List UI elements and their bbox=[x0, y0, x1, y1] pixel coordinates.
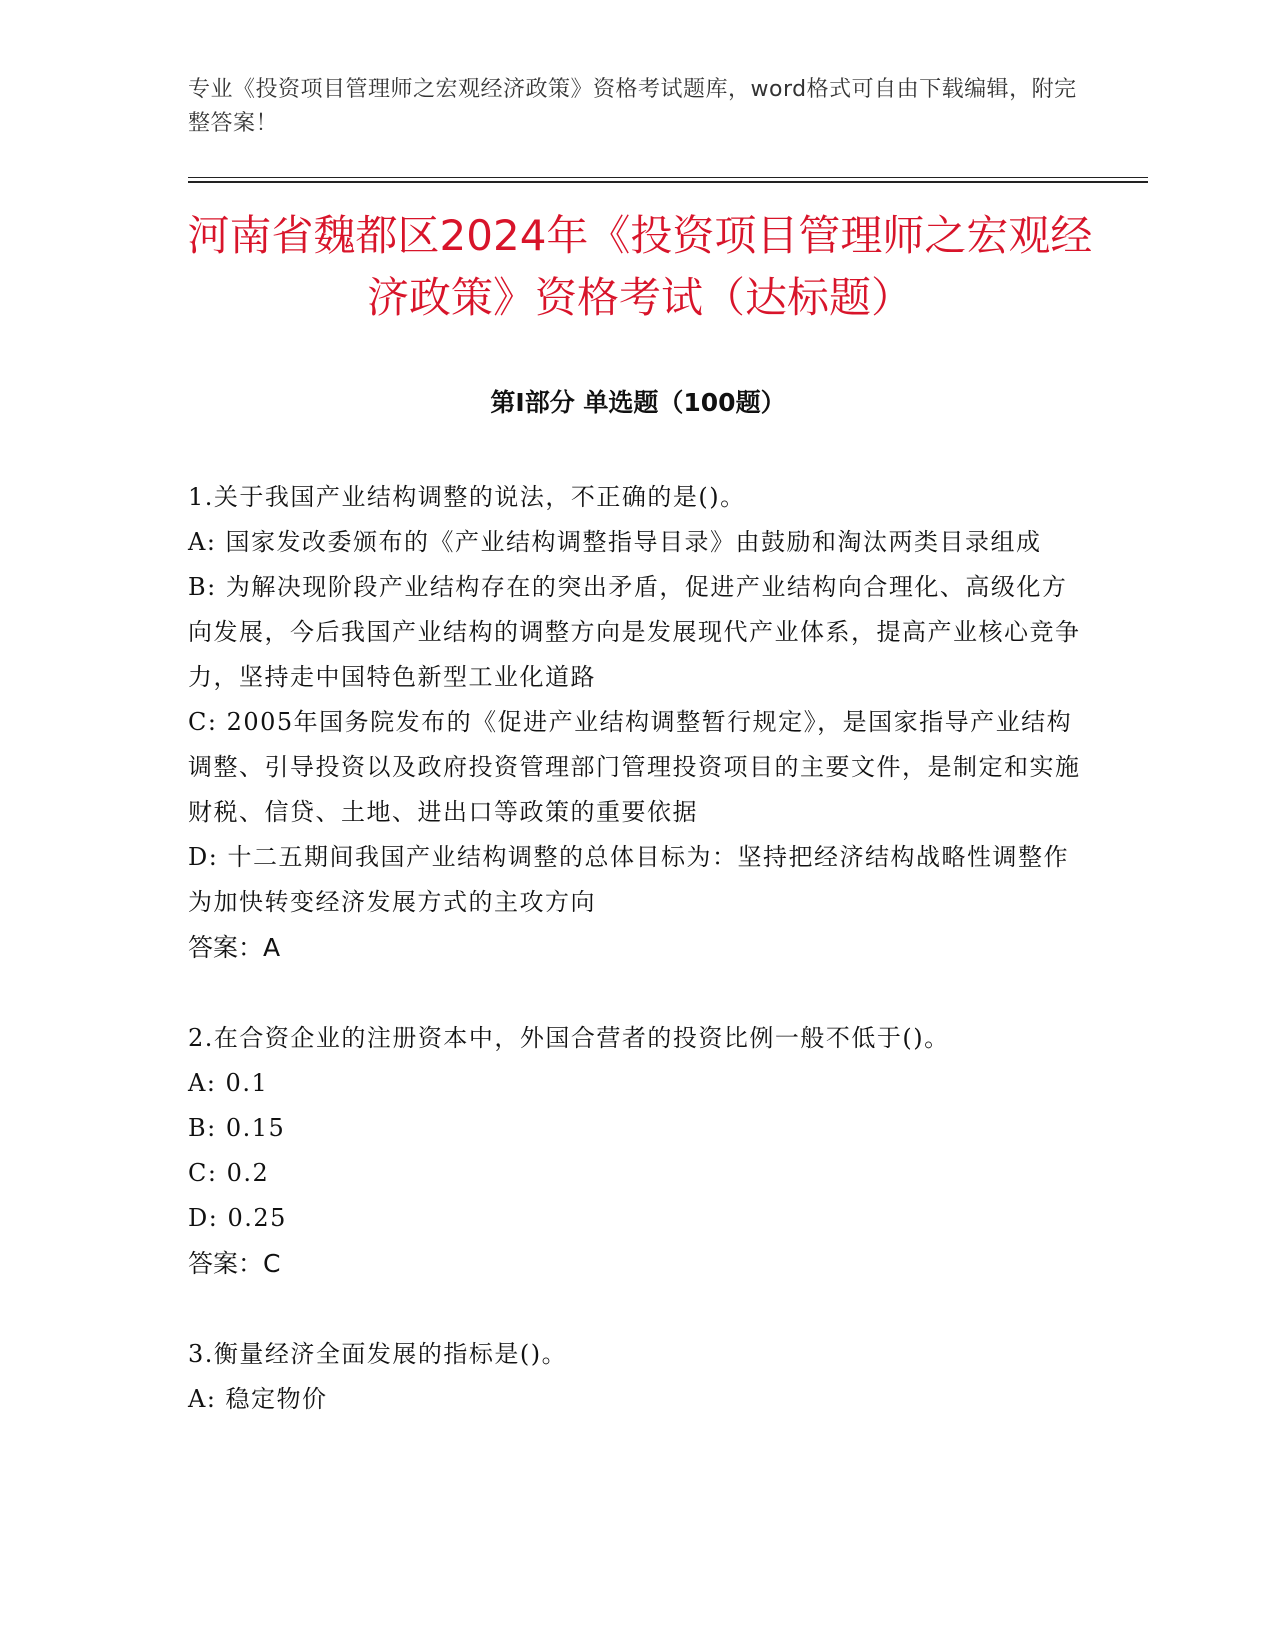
document-title: 河南省魏都区2024年《投资项目管理师之宏观经济政策》资格考试（达标题） bbox=[187, 211, 1093, 322]
question-stem: 2.在合资企业的注册资本中，外国合营者的投资比例一般不低于()。 bbox=[188, 1024, 950, 1052]
option-c: C: 0.2 bbox=[188, 1159, 270, 1187]
option-a: A: 国家发改委颁布的《产业结构调整指导目录》由鼓励和淘汰两类目录组成 bbox=[188, 528, 1042, 556]
question-stem: 3.衡量经济全面发展的指标是()。 bbox=[188, 1340, 568, 1368]
question-1 bbox=[188, 475, 1088, 970]
question-stem: 1.关于我国产业结构调整的说法，不正确的是()。 bbox=[188, 483, 746, 511]
answer: 答案：C bbox=[188, 1249, 281, 1278]
option-a: A: 0.1 bbox=[188, 1069, 269, 1097]
option-b: B: 为解决现阶段产业结构存在的突出矛盾，促进产业结构向合理化、高级化方向发展，今后我国产业结构的调整方向是发展现代产业体系，提高产业核心竞争力，坚持走中国特色新型工业化道路 bbox=[188, 573, 1081, 691]
option-b: B: 0.15 bbox=[188, 1114, 286, 1142]
question-2 bbox=[188, 1016, 1088, 1286]
header-note: 专业《投资项目管理师之宏观经济政策》资格考试题库，word格式可自由下载编辑，附完整答案！ bbox=[188, 77, 1077, 136]
header-divider-thin bbox=[188, 177, 1148, 178]
option-c: C: 2005年国务院发布的《促进产业结构调整暂行规定》，是国家指导产业结构调整、引导投资以及政府投资管理部门管理投资项目的主要文件，是制定和实施财税、信贷、土地、进出口等政策的重要依据 bbox=[188, 708, 1081, 826]
question-3 bbox=[188, 1332, 1088, 1422]
option-d: D: 0.25 bbox=[188, 1204, 287, 1232]
question-list bbox=[188, 475, 1088, 1468]
option-a: A: 稳定物价 bbox=[188, 1385, 328, 1413]
header-divider-thick bbox=[188, 181, 1148, 183]
option-d: D: 十二五期间我国产业结构调整的总体目标为：坚持把经济结构战略性调整作为加快转变经济发展方式的主攻方向 bbox=[188, 843, 1069, 916]
answer: 答案：A bbox=[188, 933, 281, 962]
section-heading: 第Ⅰ部分 单选题（100题） bbox=[490, 388, 786, 417]
